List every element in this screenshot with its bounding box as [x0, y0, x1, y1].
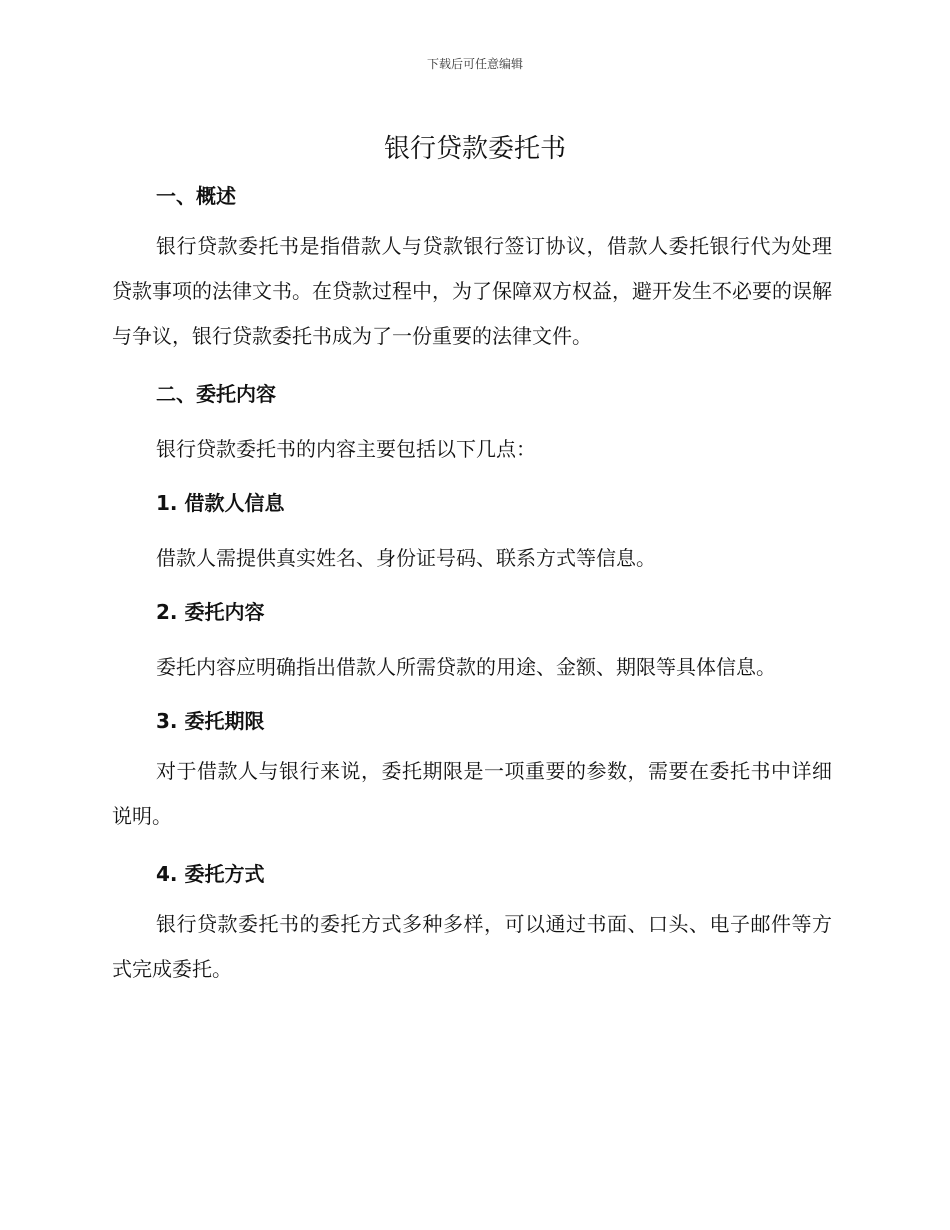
item-text-borrower-info: 借款人需提供真实姓名、身份证号码、联系方式等信息。	[156, 546, 656, 570]
item-text-entrust-content: 委托内容应明确指出借款人所需贷款的用途、金额、期限等具体信息。	[156, 655, 776, 679]
overview-paragraph: 银行贷款委托书是指借款人与贷款银行签订协议，借款人委托银行代为处理贷款事项的法律文书。在贷款过程中，为了保障双方权益，避开发生不必要的误解与争议，银行贷款委托书成为了一份重要的法律文件。	[112, 234, 832, 348]
item-heading-borrower-info: 1. 借款人信息	[156, 491, 285, 515]
item-text-entrust-period: 对于借款人与银行来说，委托期限是一项重要的参数，需要在委托书中详细说明。	[112, 759, 832, 828]
item-text-entrust-method: 银行贷款委托书的委托方式多种多样，可以通过书面、口头、电子邮件等方式完成委托。	[112, 912, 832, 981]
section-heading-content: 二、委托内容	[156, 382, 276, 406]
item-heading-entrust-content: 2. 委托内容	[156, 600, 265, 624]
document-title: 银行贷款委托书	[383, 134, 566, 164]
item-heading-entrust-method: 4. 委托方式	[156, 862, 265, 886]
header-note: 下载后可任意编辑	[426, 57, 523, 71]
item-heading-entrust-period: 3. 委托期限	[156, 709, 265, 733]
content-intro: 银行贷款委托书的内容主要包括以下几点：	[156, 437, 536, 461]
section-heading-overview: 一、概述	[156, 184, 236, 208]
